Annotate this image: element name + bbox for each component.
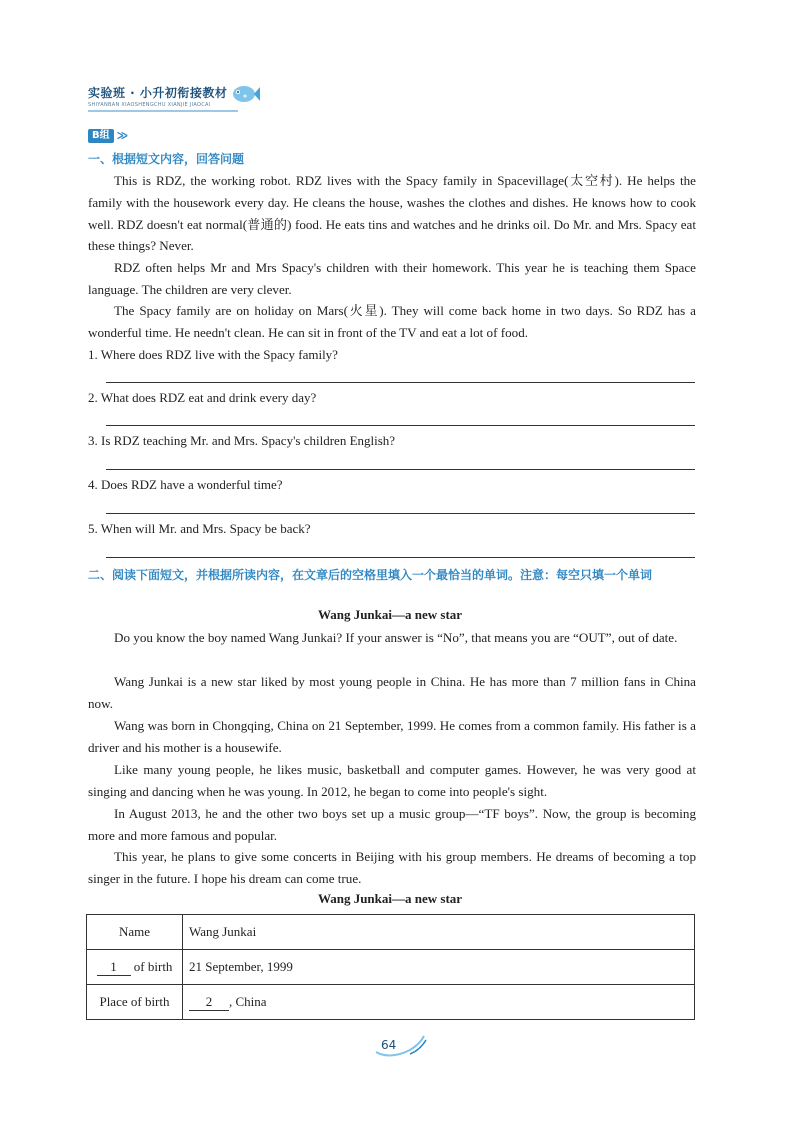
page-number (370, 1034, 430, 1058)
table-row (87, 915, 695, 950)
section1-paragraph: This is RDZ, the working robot. RDZ lives with the Spacy family in Spacevillage(太空村). He helps the family with the housework every day. He cleans the house, washes the clothes and dishes. He knows how to cook well. RDZ doesn't eat normal(普通的) food. He eats tins and watches and he drinks oil. Do Mr. and Mrs. Spacy eat these things? Never. (88, 173, 696, 254)
page-swirl-icon (370, 1034, 430, 1058)
question-3: 3. Is RDZ teaching Mr. and Mrs. Spacy's children English? (88, 433, 396, 448)
table-cell-label (87, 950, 183, 985)
table-row (87, 950, 695, 985)
section1-paragraph: RDZ often helps Mr and Mrs Spacy's children with their homework. This year he is teaching them Space language. The children are very clever. (88, 260, 696, 297)
book-subtitle: SHIYANBAN XIAOSHENGCHU XIANJIE JIAOCAI (88, 102, 211, 108)
label-suffix: of birth (133, 958, 173, 974)
table-title: Wang Junkai—a new star (317, 891, 463, 906)
fish-logo-icon (230, 82, 260, 106)
page-number-text: 64 (381, 1038, 397, 1052)
book-title: 实验班 · 小升初衔接教材 (88, 86, 228, 100)
section2-heading: 二、阅读下面短文，并根据所读内容，在文章后的空格里填入一个最恰当的单词。注意：每空只填一个单词 (88, 568, 653, 582)
table-row (87, 985, 695, 1020)
question-4: 4. Does RDZ have a wonderful time? (88, 477, 283, 492)
section2-paragraph: In August 2013, he and the other two boys set up a music group—“TF boys”. Now, the group is becoming more and more famous and popular. (88, 806, 696, 843)
answer-line-5[interactable] (106, 557, 695, 558)
group-badge (88, 128, 126, 143)
blank-1[interactable]: 1 (97, 959, 131, 976)
blank-2[interactable]: 2 (189, 994, 229, 1011)
question-2: 2. What does RDZ eat and drink every day? (88, 390, 317, 405)
table-cell-label: Name (87, 915, 183, 950)
group-label: B组 (88, 129, 114, 143)
section2-paragraph: Wang Junkai is a new star liked by most young people in China. He has more than 7 million fans in China now. (88, 674, 696, 711)
answer-line-4[interactable] (106, 513, 695, 514)
question-1: 1. Where does RDZ live with the Spacy family? (88, 347, 338, 362)
answer-line-1[interactable] (106, 382, 695, 383)
section2-paragraph: Do you know the boy named Wang Junkai? If your answer is “No”, that means you are “OUT”, out of date. (114, 630, 678, 645)
page-header (88, 80, 288, 120)
chevron-right-icon: ≫ (116, 129, 127, 142)
section2-paragraph: Like many young people, he likes music, basketball and computer games. However, he was very good at singing and dancing when he was young. In 2012, he began to come into people's sight. (88, 762, 696, 799)
passage-title: Wang Junkai—a new star (317, 607, 463, 622)
info-table (86, 914, 695, 1020)
table-cell-value: Wang Junkai (183, 915, 695, 950)
table-cell-value (183, 985, 695, 1020)
question-5: 5. When will Mr. and Mrs. Spacy be back? (88, 521, 311, 536)
table-cell-label: Place of birth (87, 985, 183, 1020)
answer-line-3[interactable] (106, 469, 695, 470)
answer-line-2[interactable] (106, 425, 695, 426)
section1-paragraph: The Spacy family are on holiday on Mars(火星). They will come back home in two days. So RDZ has a wonderful time. He needn't clean. He can sit in front of the TV and eat a lot of food. (88, 303, 696, 340)
value-suffix: , China (229, 993, 267, 1009)
header-underline (88, 110, 238, 112)
table-cell-value: 21 September, 1999 (183, 950, 695, 985)
section1-heading: 一、根据短文内容，回答问题 (88, 152, 245, 166)
section2-paragraph: This year, he plans to give some concerts in Beijing with his group members. He dreams of becoming a top singer in the future. I hope his dream can come true. (88, 849, 696, 886)
section2-paragraph: Wang was born in Chongqing, China on 21 September, 1999. He comes from a common family. His father is a driver and his mother is a housewife. (88, 718, 696, 755)
